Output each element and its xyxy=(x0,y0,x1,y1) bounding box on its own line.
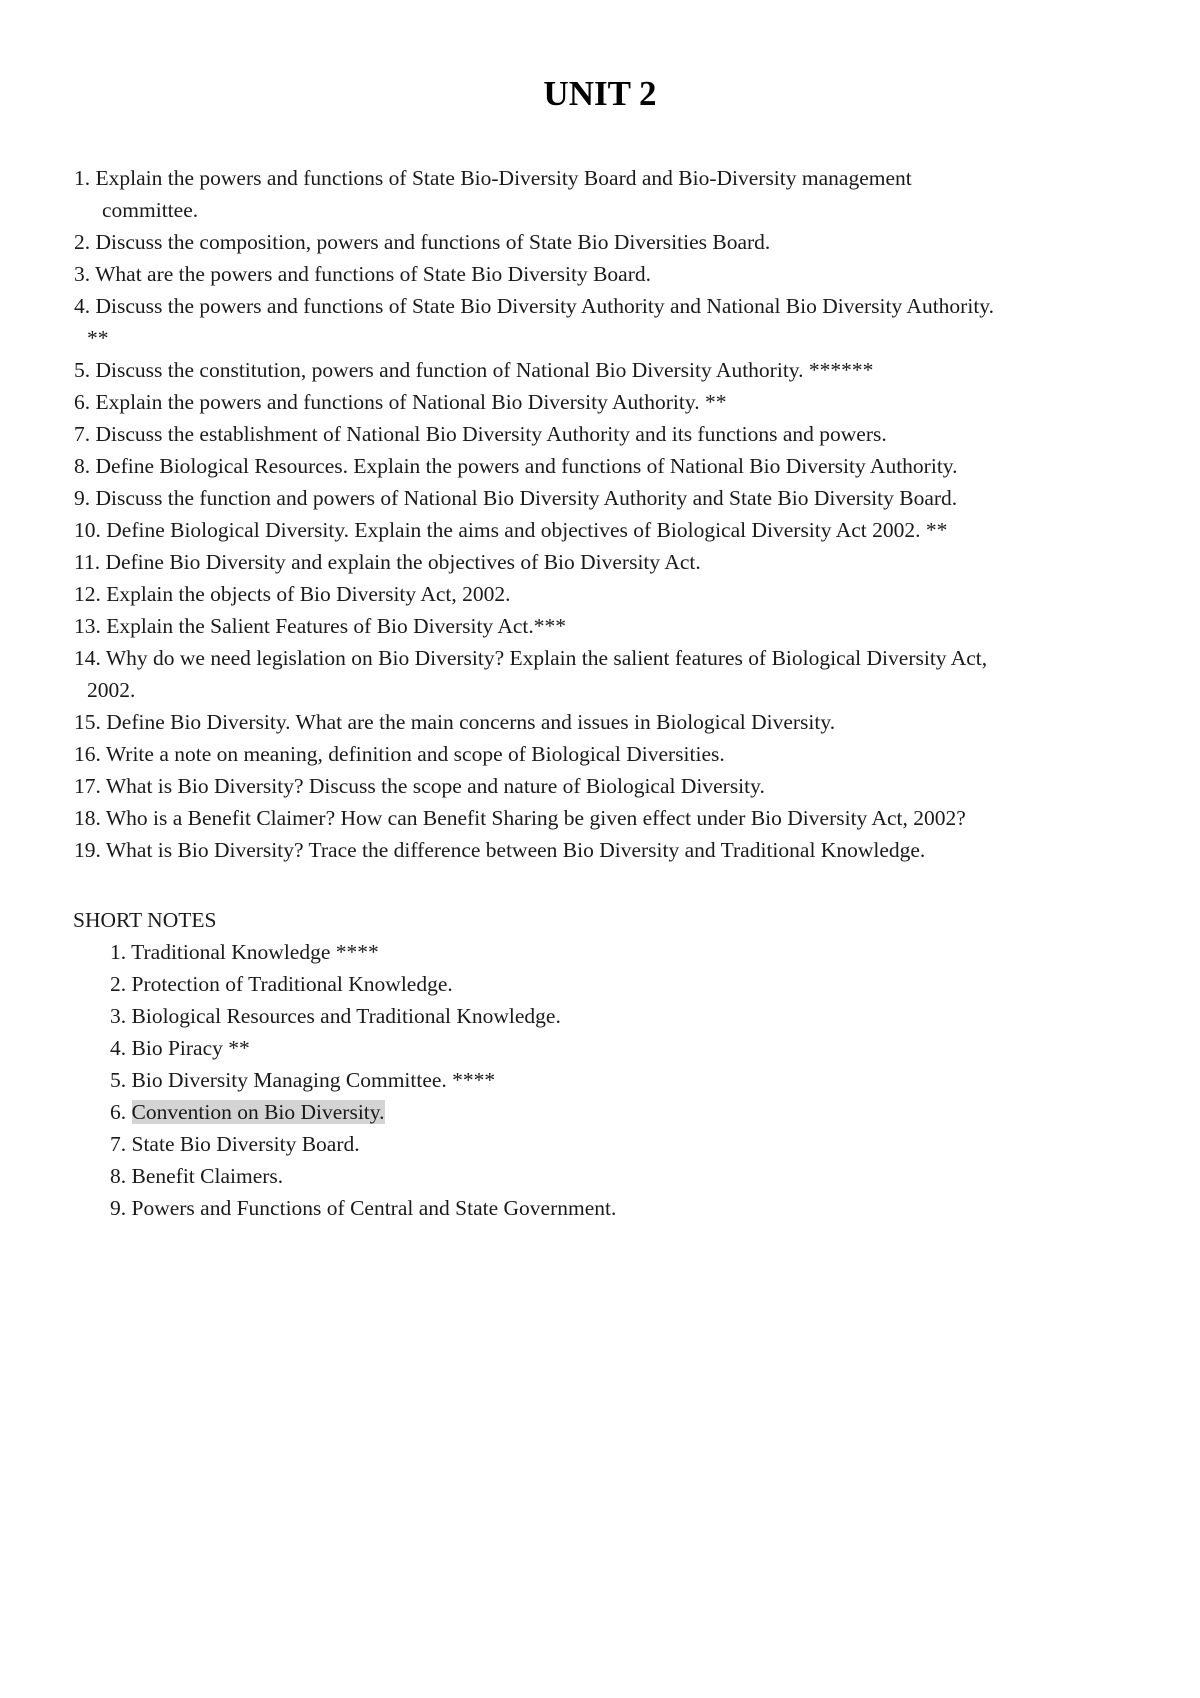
question-text: 17. What is Bio Diversity? Discuss the scope and nature of Biological Diversity. xyxy=(74,774,765,798)
note-number: 6. xyxy=(110,1100,127,1124)
question-continuation: ** xyxy=(87,326,109,350)
question-text: 5. Discuss the constitution, powers and function of National Bio Diversity Authority. ****** xyxy=(74,358,874,382)
question-text: 16. Write a note on meaning, definition and scope of Biological Diversities. xyxy=(74,742,725,766)
question-list xyxy=(74,162,1124,866)
list-item xyxy=(74,546,1124,578)
note-text: Powers and Functions of Central and State Government. xyxy=(131,1196,617,1220)
list-item xyxy=(74,290,1124,354)
note-text: Biological Resources and Traditional Knowledge. xyxy=(131,1004,561,1028)
list-item xyxy=(74,642,1124,706)
list-item xyxy=(74,610,1124,642)
question-text: 12. Explain the objects of Bio Diversity Act, 2002. xyxy=(74,582,511,606)
note-text-highlighted[interactable]: Convention on Bio Diversity. xyxy=(131,1100,385,1124)
note-text: Bio Piracy ** xyxy=(131,1036,250,1060)
list-item xyxy=(74,226,1124,258)
short-notes-heading: SHORT NOTES xyxy=(73,908,217,932)
note-number: 4. xyxy=(110,1036,127,1060)
list-item xyxy=(74,514,1124,546)
note-text: Bio Diversity Managing Committee. **** xyxy=(131,1068,496,1092)
note-text: Benefit Claimers. xyxy=(131,1164,284,1188)
list-item xyxy=(74,802,1124,834)
page-title: UNIT 2 xyxy=(543,74,657,113)
list-item xyxy=(74,450,1124,482)
question-text: 6. Explain the powers and functions of National Bio Diversity Authority. ** xyxy=(74,390,727,414)
question-continuation: committee. xyxy=(102,198,199,222)
short-notes-list xyxy=(110,936,910,1224)
question-text: 4. Discuss the powers and functions of State Bio Diversity Authority and National Bio Diversity Authority. xyxy=(74,294,995,318)
note-number: 7. xyxy=(110,1132,127,1156)
note-text: Protection of Traditional Knowledge. xyxy=(131,972,453,996)
list-item xyxy=(110,1064,910,1096)
list-item xyxy=(110,968,910,1000)
question-text: 8. Define Biological Resources. Explain the powers and functions of National Bio Diversity Authority. xyxy=(74,454,958,478)
question-text: 3. What are the powers and functions of State Bio Diversity Board. xyxy=(74,262,651,286)
note-text: State Bio Diversity Board. xyxy=(131,1132,360,1156)
list-item xyxy=(74,258,1124,290)
list-item xyxy=(110,1160,910,1192)
question-text: 13. Explain the Salient Features of Bio Diversity Act.*** xyxy=(74,614,567,638)
question-continuation: 2002. xyxy=(87,678,136,702)
list-item xyxy=(110,1000,910,1032)
list-item xyxy=(74,162,1124,226)
list-item xyxy=(74,578,1124,610)
note-number: 5. xyxy=(110,1068,127,1092)
note-number: 3. xyxy=(110,1004,127,1028)
question-text: 10. Define Biological Diversity. Explain the aims and objectives of Biological Diversity Act 2002. ** xyxy=(74,518,948,542)
list-item xyxy=(74,482,1124,514)
list-item xyxy=(74,770,1124,802)
list-item xyxy=(74,706,1124,738)
note-text: Traditional Knowledge **** xyxy=(131,940,379,964)
question-text: 15. Define Bio Diversity. What are the main concerns and issues in Biological Diversity. xyxy=(74,710,836,734)
question-text: 11. Define Bio Diversity and explain the objectives of Bio Diversity Act. xyxy=(74,550,701,574)
note-number: 2. xyxy=(110,972,127,996)
question-text: 19. What is Bio Diversity? Trace the difference between Bio Diversity and Traditional Knowledge. xyxy=(74,838,926,862)
note-number: 9. xyxy=(110,1196,127,1220)
list-item xyxy=(74,738,1124,770)
note-number: 1. xyxy=(110,940,127,964)
question-text: 1. Explain the powers and functions of State Bio-Diversity Board and Bio-Diversity management xyxy=(74,166,912,190)
list-item xyxy=(110,1032,910,1064)
question-text: 2. Discuss the composition, powers and functions of State Bio Diversities Board. xyxy=(74,230,771,254)
list-item xyxy=(74,834,1124,866)
note-number: 8. xyxy=(110,1164,127,1188)
list-item xyxy=(110,1128,910,1160)
list-item xyxy=(110,1192,910,1224)
list-item xyxy=(74,386,1124,418)
question-text: 14. Why do we need legislation on Bio Diversity? Explain the salient features of Biological Diversity Act, xyxy=(74,646,988,670)
question-text: 18. Who is a Benefit Claimer? How can Benefit Sharing be given effect under Bio Diversity Act, 2002? xyxy=(74,806,966,830)
list-item xyxy=(74,418,1124,450)
question-text: 7. Discuss the establishment of National Bio Diversity Authority and its functions and powers. xyxy=(74,422,887,446)
list-item xyxy=(74,354,1124,386)
question-text: 9. Discuss the function and powers of National Bio Diversity Authority and State Bio Diversity Board. xyxy=(74,486,958,510)
list-item xyxy=(110,1096,910,1128)
list-item xyxy=(110,936,910,968)
